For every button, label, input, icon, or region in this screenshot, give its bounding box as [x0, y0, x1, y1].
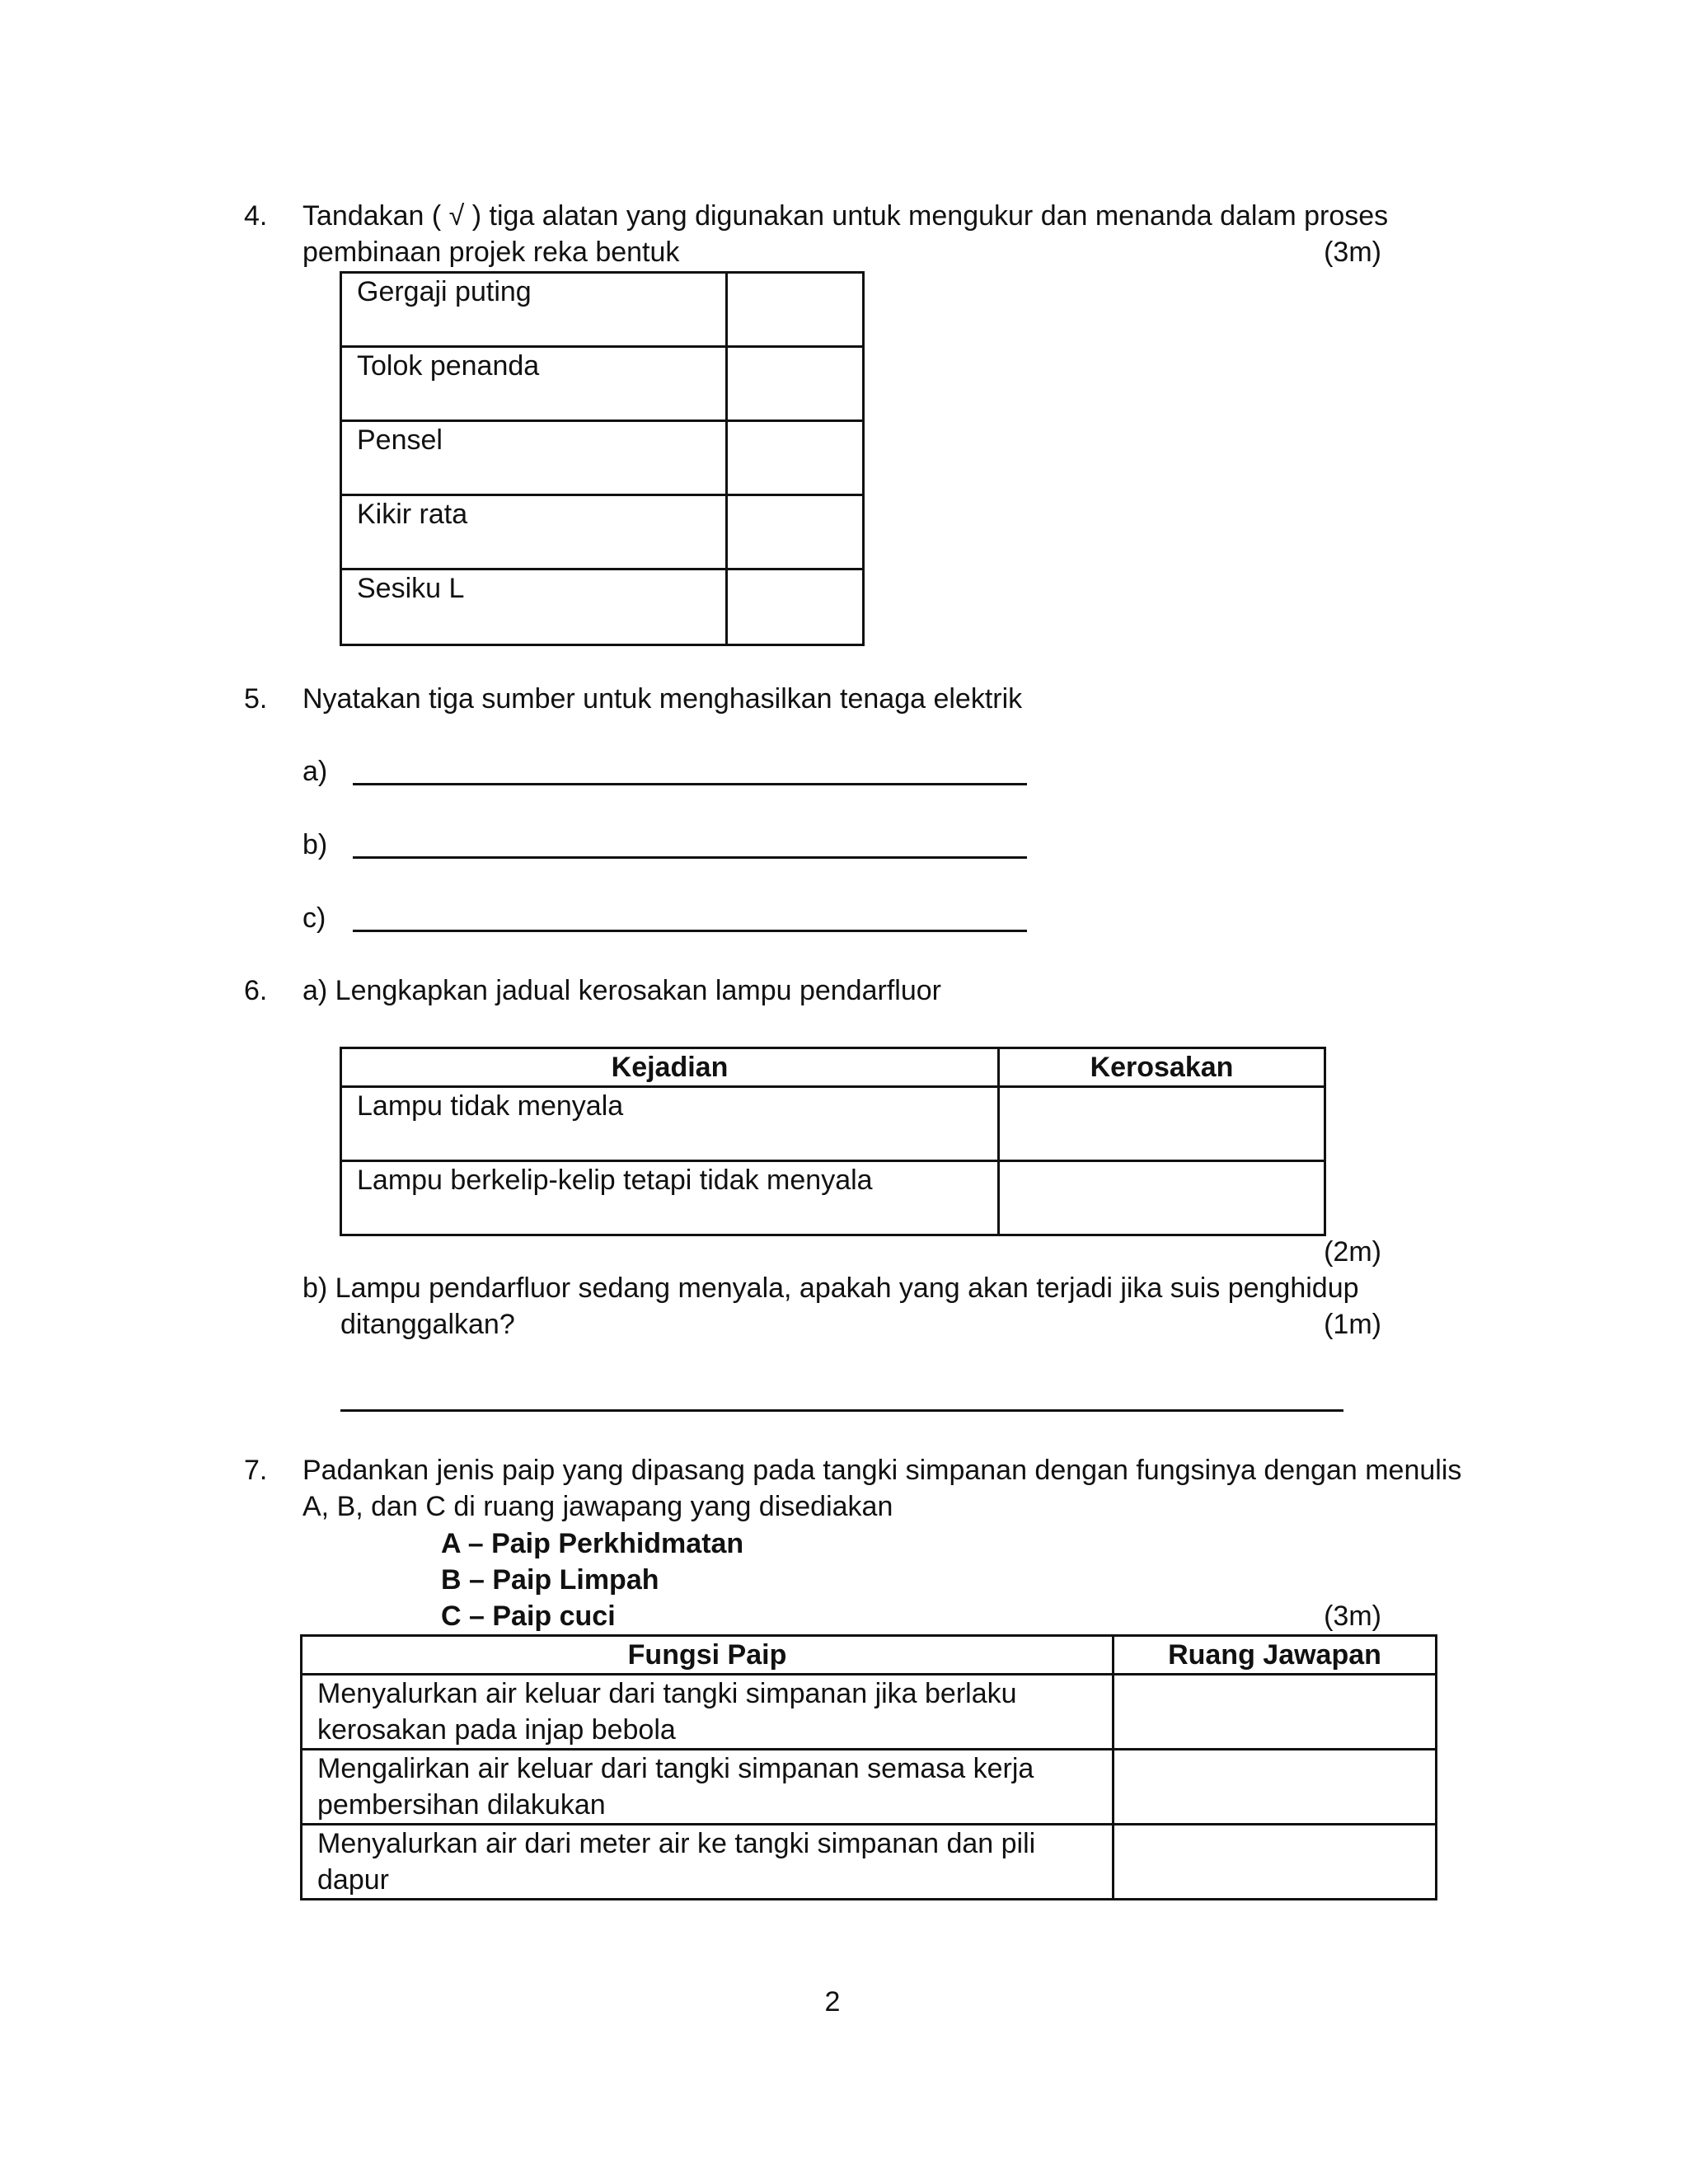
q4-text-line2: pembinaan projek reka bentuk [302, 237, 680, 268]
q6-header-kejadian: Kejadian [341, 1048, 999, 1087]
q5-number: 5. [244, 683, 268, 715]
q6-answer-cell[interactable] [999, 1087, 1325, 1161]
q6-number: 6. [244, 975, 268, 1006]
q7-answer-cell[interactable] [1114, 1675, 1437, 1750]
page-number: 2 [824, 1986, 841, 2018]
q4-item-label: Gergaji puting [341, 273, 727, 347]
q4-item-label: Kikir rata [341, 495, 727, 569]
q6-answer-line[interactable] [340, 1409, 1343, 1412]
q4-number: 4. [244, 200, 268, 232]
q7-function-line1: Mengalirkan air keluar dari tangki simpanan semasa kerja [317, 1753, 1034, 1784]
table-row [302, 1825, 1437, 1900]
q7-text-line1: Padankan jenis paip yang dipasang pada tangki simpanan dengan fungsinya dengan menulis [302, 1455, 1462, 1486]
q6-row-label: Lampu berkelip-kelip tetapi tidak menyala [341, 1161, 999, 1235]
q7-header-fungsi: Fungsi Paip [302, 1636, 1114, 1675]
table-row [341, 569, 864, 645]
table-row [341, 273, 864, 347]
q7-text-line2: A, B, dan C di ruang jawapang yang disediakan [302, 1491, 893, 1522]
q7-header-ruang-jawapan: Ruang Jawapan [1114, 1636, 1437, 1675]
q6-marks-a: (2m) [1324, 1236, 1381, 1268]
table-header-row [302, 1636, 1437, 1675]
q6-row-label: Lampu tidak menyala [341, 1087, 999, 1161]
table-header-row [341, 1048, 1325, 1087]
q5-answer-line-c[interactable] [353, 930, 1027, 932]
q5-label-b: b) [302, 829, 328, 860]
table-row [302, 1675, 1437, 1750]
q7-function-cell [302, 1675, 1114, 1750]
q7-function-line1: Menyalurkan air keluar dari tangki simpanan jika berlaku [317, 1678, 1017, 1709]
q5-label-c: c) [302, 902, 326, 934]
q7-function-cell [302, 1750, 1114, 1825]
q5-answer-line-a[interactable] [353, 783, 1027, 785]
q4-item-label: Pensel [341, 421, 727, 495]
q4-tick-box[interactable] [727, 495, 864, 569]
q7-function-line2: kerosakan pada injap bebola [317, 1714, 676, 1746]
q7-pipe-table [300, 1634, 1437, 1900]
q4-tools-table [340, 271, 865, 646]
q7-answer-cell[interactable] [1114, 1750, 1437, 1825]
q7-answer-cell[interactable] [1114, 1825, 1437, 1900]
q4-marks: (3m) [1324, 237, 1381, 268]
q7-option-b: B – Paip Limpah [441, 1564, 659, 1596]
q5-label-a: a) [302, 756, 328, 787]
table-row [341, 1087, 1325, 1161]
q7-marks: (3m) [1324, 1601, 1381, 1632]
q4-tick-box[interactable] [727, 347, 864, 421]
table-row [341, 1161, 1325, 1235]
q7-option-c: C – Paip cuci [441, 1601, 616, 1632]
q6-part-a: a) Lengkapkan jadual kerosakan lampu pendarfluor [302, 975, 941, 1006]
table-row [341, 495, 864, 569]
q5-text: Nyatakan tiga sumber untuk menghasilkan tenaga elektrik [302, 683, 1023, 715]
q4-text-line1: Tandakan ( √ ) tiga alatan yang digunakan untuk mengukur dan menanda dalam proses [302, 200, 1389, 232]
q7-function-line2: dapur [317, 1864, 389, 1896]
table-row [341, 421, 864, 495]
q6-part-b-line1: b) Lampu pendarfluor sedang menyala, apakah yang akan terjadi jika suis penghidup [302, 1272, 1359, 1304]
q6-fault-table [340, 1047, 1326, 1236]
q7-function-line1: Menyalurkan air dari meter air ke tangki simpanan dan pili [317, 1828, 1036, 1859]
q7-option-a: A – Paip Perkhidmatan [441, 1528, 744, 1559]
q5-answer-line-b[interactable] [353, 856, 1027, 859]
table-row [341, 347, 864, 421]
q6-part-b-line2: ditanggalkan? [340, 1309, 515, 1340]
q7-function-cell [302, 1825, 1114, 1900]
q7-function-line2: pembersihan dilakukan [317, 1789, 606, 1821]
table-row [302, 1750, 1437, 1825]
q4-item-label: Tolok penanda [341, 347, 727, 421]
q6-header-kerosakan: Kerosakan [999, 1048, 1325, 1087]
q4-tick-box[interactable] [727, 569, 864, 645]
q4-item-label: Sesiku L [341, 569, 727, 645]
q6-answer-cell[interactable] [999, 1161, 1325, 1235]
q4-tick-box[interactable] [727, 421, 864, 495]
q4-tick-box[interactable] [727, 273, 864, 347]
q7-number: 7. [244, 1455, 268, 1486]
q6-marks-b: (1m) [1324, 1309, 1381, 1340]
